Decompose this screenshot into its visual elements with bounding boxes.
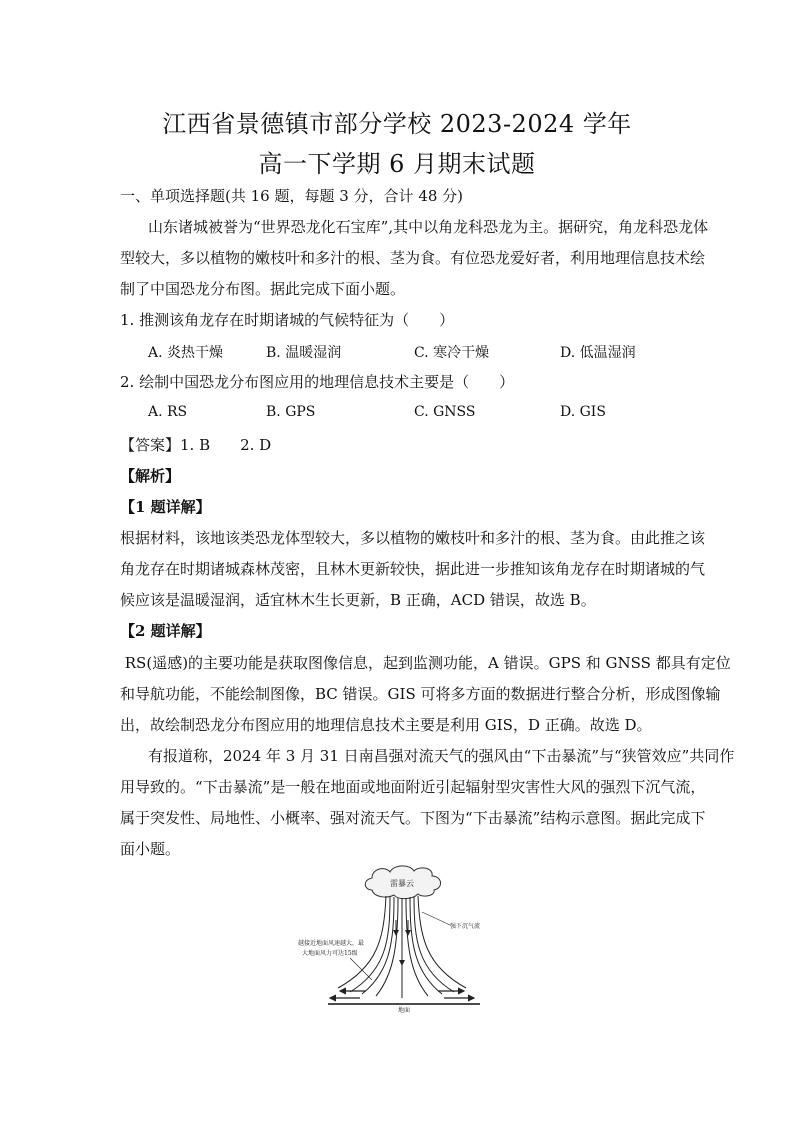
q1-option-b: B. 温暖湿润 [266,345,342,361]
detail-1-label: 【1 题详解】 [120,498,211,516]
downdraft-lines [338,896,466,998]
detail-1-line: 候应该是温暖湿润，适宜林木生长更新，B 正确，ACD 错误，故选 B。 [120,591,596,609]
document-title-line1: 江西省景德镇市部分学校 2023-2024 学年 [162,110,632,138]
answer-line: 【答案】1. B 2. D [120,436,272,454]
q2-option-b: B. GPS [266,404,316,420]
passage2-line: 属于突发性、局地性、小概率、强对流天气。下图为“下击暴流”结构示意图。据此完成下 [120,809,706,827]
detail-2-label: 【2 题详解】 [120,622,211,640]
cloud-label: 雷暴云 [390,879,414,888]
wind-label-leader [350,958,372,980]
detail-2-line: RS(遥感)的主要功能是获取图像信息，起到监测功能，A 错误。GPS 和 GNSS 都具有定位 [120,654,731,672]
q2-option-c: C. GNSS [414,404,476,420]
detail-2-line: 和导航功能，不能绘制图像，BC 错误。GIS 可将多方面的数据进行整合分析，形成图像输 [120,685,721,703]
downburst-diagram [290,860,520,1015]
passage2-line: 面小题。 [120,840,181,858]
passage2-line: 有报道称，2024 年 3 月 31 日南昌强对流天气的强风由“下击暴流”与“狭管效应”共同作 [148,747,735,765]
wind-speed-label-2: 大地面风力可达15级 [302,950,358,957]
q1-option-a: A. 炎热干燥 [148,345,224,361]
detail-1-line: 根据材料，该地该类恐龙体型较大，多以植物的嫩枝叶和多汁的根、茎为食。由此推之该 [120,529,706,547]
downdraft-leader [422,912,450,925]
question-2-stem: 2. 绘制中国恐龙分布图应用的地理信息技术主要是（ ） [120,373,515,391]
question-1-stem: 1. 推测该角龙存在时期诸城的气候特征为（ ） [120,311,455,329]
q2-option-d: D. GIS [560,404,606,420]
analysis-label: 【解析】 [120,467,181,485]
q1-option-d: D. 低温湿润 [560,345,636,361]
detail-2-line: 出，故绘制恐龙分布图应用的地理信息技术主要是利用 GIS，D 正确。故选 D。 [120,716,652,734]
passage1-line: 山东诸城被誉为“世界恐龙化石宝库”,其中以角龙科恐龙为主。据研究，角龙科恐龙体 [148,218,709,236]
detail-1-line: 角龙存在时期诸城森林茂密，且林木更新较快，据此进一步推知该角龙存在时期诸城的气 [120,560,706,578]
wind-speed-label-1: 越接近地面风速越大，最 [298,940,365,947]
q1-option-c: C. 寒冷干燥 [414,345,490,361]
passage1-line: 型较大，多以植物的嫩枝叶和多汁的根、茎为食。有位恐龙爱好者，利用地理信息技术绘 [120,249,706,267]
ground-label: 地面 [397,1007,411,1014]
q2-option-a: A. RS [148,404,188,420]
section-heading: 一、单项选择题(共 16 题，每题 3 分，合计 48 分) [120,187,464,205]
passage2-line: 用导致的。“下击暴流”是一般在地面或地面附近引起辐射型灾害性大风的强烈下沉气流， [120,778,706,796]
downdraft-label: 强下沉气流 [450,923,481,930]
passage1-line: 制了中国恐龙分布图。据此完成下面小题。 [120,280,406,298]
document-title-line2: 高一下学期 6 月期末试题 [258,150,536,178]
